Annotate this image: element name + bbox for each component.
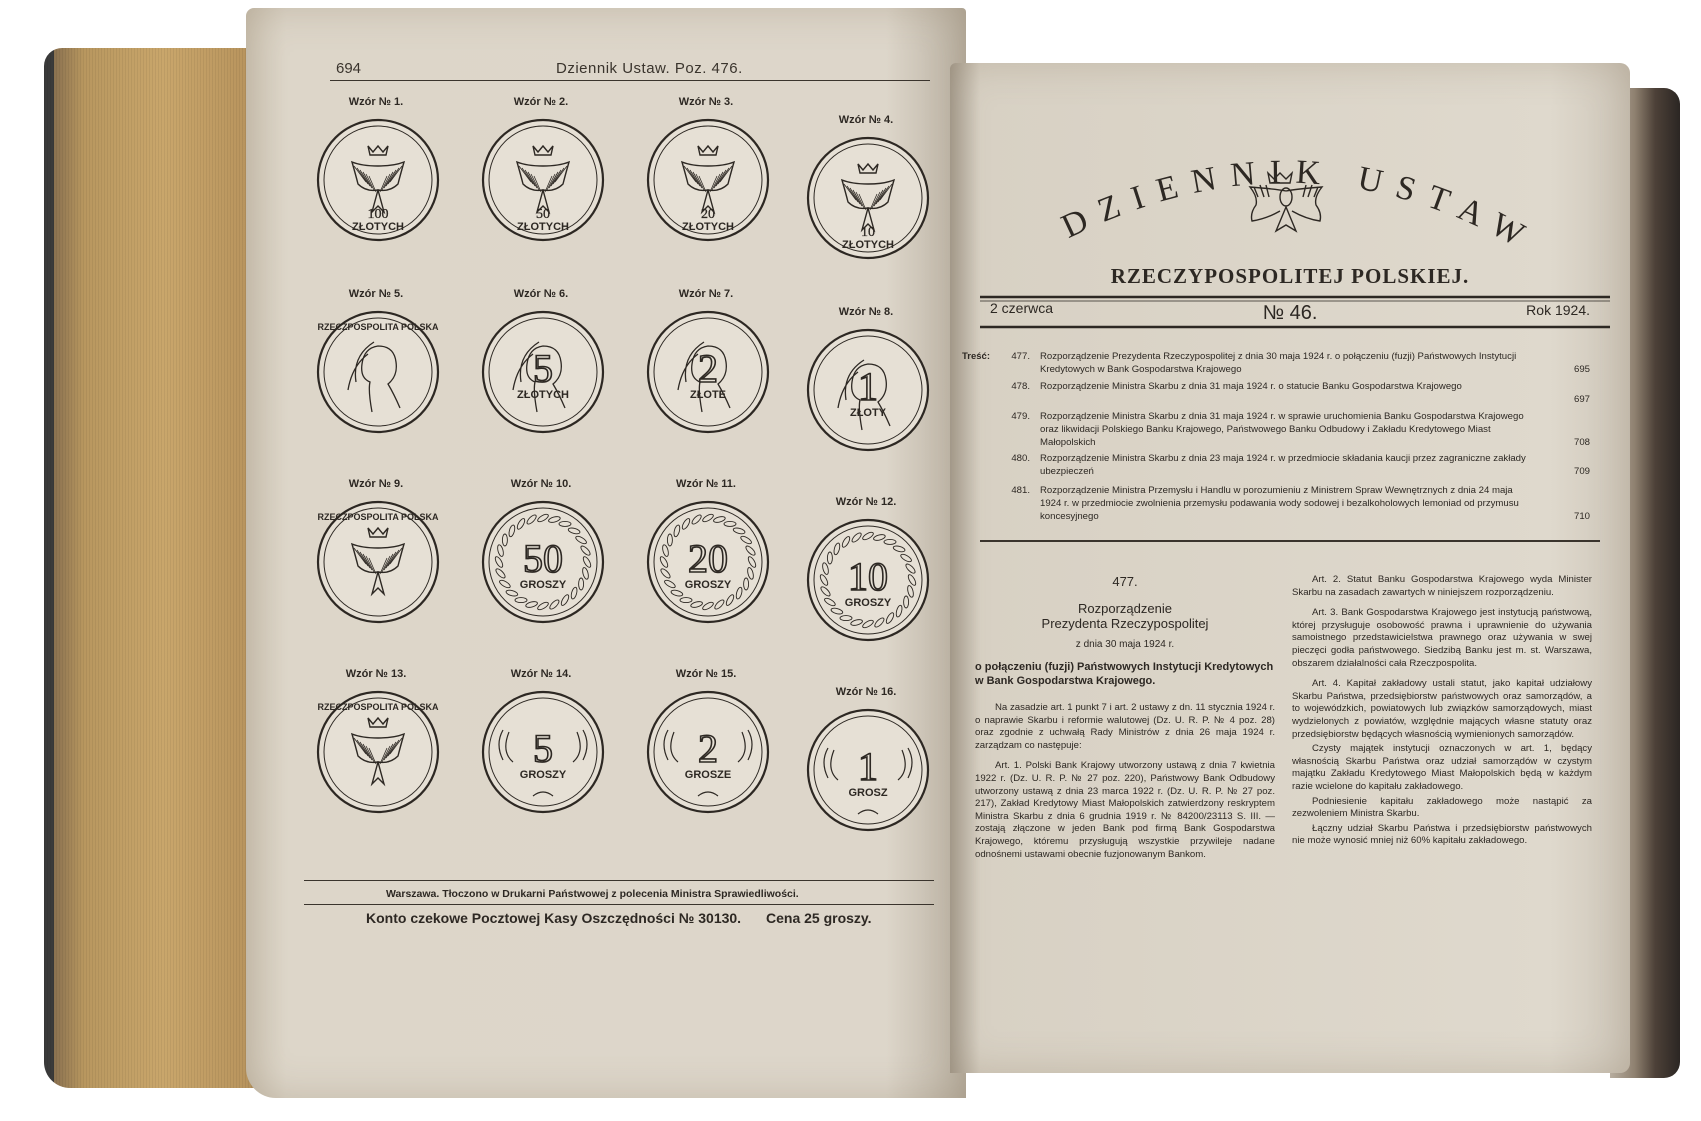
coin-denomination: 20 bbox=[701, 207, 715, 222]
toc-entry-page: 710 bbox=[1573, 511, 1590, 522]
footer-account: Konto czekowe Pocztowej Kasy Oszczędności № 30130. bbox=[366, 910, 742, 926]
coin-label: Wzór № 15. bbox=[675, 668, 737, 680]
article-column-right bbox=[1292, 574, 1592, 848]
issue-date: 2 czerwca bbox=[990, 300, 1054, 316]
coin-legend: ZŁOTE bbox=[689, 389, 727, 401]
toc-entry-title: Rozporządzenie Ministra Przemysłu i Handlu w porozumieniu z Ministrem Spraw Wewnętrznych z dnia 24 maja 1924 r. w przedmiocie zwolnienia przemysłu podawania wody sodowej i bezalkoholowych lemoniad od przymusu koncesyjnego bbox=[1040, 485, 1519, 522]
coin-legend: ZŁOTYCH bbox=[517, 389, 569, 401]
coin-label: Wzór № 6. bbox=[513, 288, 569, 300]
toc-entry-title: Rozporządzenie Ministra Skarbu z dnia 31 maja 1924 r. w sprawie uruchomienia Banku Gospodarstwa Krajowego oraz likwidacji Polskiego Banku Krajowego, Państwowego Banku Odbudowy i Zakładu Kredytowego Miast Małopolskich bbox=[1040, 411, 1524, 448]
footer-print-note: Warszawa. Tłoczono w Drukarni Państwowej z polecenia Ministra Sprawiedliwości. bbox=[386, 888, 799, 900]
coin-label: Wzór № 2. bbox=[513, 96, 569, 108]
coin-label: Wzór № 4. bbox=[838, 114, 894, 126]
page-number: 694 bbox=[336, 60, 362, 77]
toc-entry-number: 480. bbox=[1011, 453, 1030, 464]
article-date: z dnia 30 maja 1924 r. bbox=[1075, 639, 1175, 650]
article-art-3: Art. 3. Bank Gospodarstwa Krajowego jest instytucją państwową, której przysługuje osobowość prawna i uprawnienie do używania samoistnego przedstawicielstwa prawnego oraz używania w swej pieczęci godła państwowego. Siedzibą Banku jest m. st. Warszawa, obszarem działalności cała Rzeczpospolita. bbox=[1292, 607, 1592, 669]
coin-label: Wzór № 1. bbox=[348, 96, 404, 108]
coin-denomination: 50 bbox=[536, 207, 550, 222]
coin-label: Wzór № 13. bbox=[345, 668, 407, 680]
coin-denomination: 1 bbox=[858, 364, 878, 409]
coin-legend: ZŁOTYCH bbox=[842, 239, 894, 251]
masthead-title: DZIENNIK USTAW bbox=[1056, 153, 1543, 261]
coin-denomination: 5 bbox=[533, 346, 553, 391]
coin-design-16 bbox=[806, 708, 930, 832]
open-book bbox=[30, 8, 1690, 1108]
masthead-subtitle: RZECZYPOSPOLITEJ POLSKIEJ. bbox=[1110, 264, 1470, 288]
article-number: 477. bbox=[1112, 574, 1138, 589]
coin-design-3 bbox=[646, 118, 770, 242]
coin-design-12 bbox=[806, 518, 930, 642]
coin-legend: RZECZPOSPOLITA POLSKA bbox=[317, 512, 439, 522]
coin-design-2 bbox=[481, 118, 605, 242]
toc-entry-page: 708 bbox=[1573, 437, 1590, 448]
coin-legend: GROSZ bbox=[848, 787, 888, 799]
article-title: Rozporządzenie bbox=[1078, 601, 1172, 616]
coin-legend: ZŁOTYCH bbox=[517, 221, 569, 233]
article-preamble: Na zasadzie art. 1 punkt 7 i art. 2 ustawy z dn. 11 stycznia 1924 r. o naprawie Skarbu i reformie walutowej (Dz. U. R. P. № 4 poz. 28) oraz zgodnie z uchwałą Rady Ministrów z dnia 26 maja 1924 r. zarządzam co następuje: bbox=[975, 702, 1275, 751]
coin-legend: RZECZPOSPOLITA POLSKA bbox=[317, 702, 439, 712]
article-art-4: Art. 4. Kapitał zakładowy ustali statut, jako kapitał udziałowy Skarbu Państwa, przedsiębiorstw państwowych oraz samorządów, a to wojewódzkich, powiatowych lub związków samorządowych, miast wydzielonych z powiatów, względnie mających własne statuty oraz przedsiębiorstw będących własnością wymienionych samorządów. bbox=[1292, 678, 1592, 740]
coin-label: Wzór № 12. bbox=[835, 496, 897, 508]
header-rule bbox=[330, 80, 930, 81]
toc-entry-number: 479. bbox=[1011, 411, 1030, 422]
coin-legend: RZECZPOSPOLITA POLSKA bbox=[317, 322, 439, 332]
coin-denomination: 10 bbox=[848, 554, 888, 599]
coin-legend: GROSZY bbox=[844, 597, 892, 609]
coin-denomination: 10 bbox=[861, 225, 875, 240]
coin-design-11 bbox=[646, 500, 770, 624]
coin-design-8 bbox=[806, 328, 930, 452]
toc-label: Treść: bbox=[962, 351, 990, 362]
toc-entry-title: Rozporządzenie Ministra Skarbu z dnia 23 maja 1924 r. w przedmiocie składania kaucji przez zagraniczne zakłady ubezpieczeń bbox=[1040, 453, 1526, 477]
coin-label: Wzór № 16. bbox=[835, 686, 897, 698]
toc-entry-title: Rozporządzenie Prezydenta Rzeczypospolitej z dnia 30 maja 1924 r. o połączeniu (fuzji) Państwowych Instytucji Kredytowych w Bank Gospodarstwa Krajowego bbox=[1040, 351, 1517, 375]
coin-design-14 bbox=[481, 690, 605, 814]
article-column-left bbox=[975, 574, 1275, 861]
coin-design-9 bbox=[316, 500, 440, 624]
coin-design-5 bbox=[316, 310, 440, 434]
coin-design-6 bbox=[481, 310, 605, 434]
coin-legend: ZŁOTY bbox=[849, 407, 887, 419]
coin-legend: GROSZY bbox=[519, 769, 567, 781]
coin-denomination: 50 bbox=[523, 536, 563, 581]
coin-label: Wzór № 11. bbox=[676, 478, 736, 490]
coin-label: Wzór № 14. bbox=[510, 668, 572, 680]
toc-entry-title: Rozporządzenie Ministra Skarbu z dnia 31 maja 1924 r. o statucie Banku Gospodarstwa Krajowego bbox=[1040, 381, 1462, 392]
coin-denomination: 1 bbox=[858, 744, 878, 789]
footer-rule-bottom bbox=[304, 904, 934, 905]
coin-denomination: 2 bbox=[698, 726, 718, 771]
article-art-4-paragraph-4: Łączny udział Skarbu Państwa i przedsiębiorstw państwowych nie może wynosić mniej niż 60% kapitału zakładowego. bbox=[1292, 822, 1592, 847]
footer-rule-top bbox=[304, 880, 934, 881]
coin-label: Wzór № 8. bbox=[838, 306, 894, 318]
coin-design-13 bbox=[316, 690, 440, 814]
toc-entry-page: 697 bbox=[1573, 394, 1590, 405]
coin-design-1 bbox=[316, 118, 440, 242]
toc-entry-page: 695 bbox=[1573, 364, 1590, 375]
coin-label: Wzór № 7. bbox=[678, 288, 734, 300]
coin-denomination: 2 bbox=[698, 346, 718, 391]
coin-label: Wzór № 5. bbox=[348, 288, 404, 300]
article-art-1: Art. 1. Polski Bank Krajowy utworzony ustawą z dnia 7 kwietnia 1922 r. (Dz. U. R. P. № 27 poz. 220), Państwowy Bank Odbudowy utworzony ustawą z dnia 23 marca 1922 r. (Dz. U. R. P. № 27 poz. 217), Zakład Kredytowy Miast Małopolskich zatwierdzony reskryptem Ministra Skarbu z dnia 6 grudnia 1919 r. № 84200/23113 S. III. — zostają złączone w jeden Bank pod firmą Bank Gospodarstwa Krajowego, któremu przysługują wszystkie przywileje nadane odnośnemi ustawami obecnie fuzjonowanym Bankom. bbox=[975, 760, 1275, 860]
coin-legend: ZŁOTYCH bbox=[682, 221, 734, 233]
coin-design-15 bbox=[646, 690, 770, 814]
article-art-2: Art. 2. Statut Banku Gospodarstwa Krajowego wyda Minister Skarbu na zasadach zawartych w niniejszem rozporządzeniu. bbox=[1292, 574, 1592, 598]
toc-entry-number: 481. bbox=[1011, 485, 1030, 496]
toc-entry-number: 477. bbox=[1011, 351, 1030, 362]
footer-price: Cena 25 groszy. bbox=[766, 910, 872, 926]
issue-number: № 46. bbox=[1262, 302, 1318, 324]
running-head: Dziennik Ustaw. Poz. 476. bbox=[556, 60, 743, 77]
coin-legend: GROSZY bbox=[684, 579, 732, 591]
coin-design-10 bbox=[481, 500, 605, 624]
toc-entry-number: 478. bbox=[1011, 381, 1030, 392]
coin-legend: GROSZY bbox=[519, 579, 567, 591]
article-art-4-paragraph-3: Podniesienie kapitału zakładowego może nastąpić za zezwoleniem Ministra Skarbu. bbox=[1292, 795, 1592, 820]
masthead bbox=[950, 63, 1630, 363]
coin-label: Wzór № 3. bbox=[678, 96, 734, 108]
article-art-4-paragraph-2: Czysty majątek instytucji oznaczonych w art. 1, będący własnością Skarbu Państwa oraz udział samorządów w czystym majątku Zakładu Kredytowego Miast Małopolskich będą w każdym razie wcielone do kapitału zakładowego. bbox=[1292, 743, 1592, 792]
toc-bottom-rule bbox=[980, 540, 1600, 542]
coin-design-4 bbox=[806, 136, 930, 260]
left-page bbox=[246, 8, 966, 1098]
coin-design-7 bbox=[646, 310, 770, 434]
coin-label: Wzór № 10. bbox=[510, 478, 572, 490]
article-issuer: Prezydenta Rzeczypospolitej bbox=[1041, 616, 1209, 631]
coin-denomination: 5 bbox=[533, 726, 553, 771]
issue-year: Rok 1924. bbox=[1526, 302, 1590, 318]
coin-legend: GROSZE bbox=[684, 769, 732, 781]
coin-denomination: 20 bbox=[688, 536, 728, 581]
coin-legend: ZŁOTYCH bbox=[352, 221, 404, 233]
article-subject: o połączeniu (fuzji) Państwowych Instytucji Kredytowych w Bank Gospodarstwa Krajowego. bbox=[975, 661, 1274, 687]
toc-entry-page: 709 bbox=[1573, 466, 1590, 477]
coin-denomination: 100 bbox=[367, 207, 389, 222]
coin-label: Wzór № 9. bbox=[348, 478, 404, 490]
